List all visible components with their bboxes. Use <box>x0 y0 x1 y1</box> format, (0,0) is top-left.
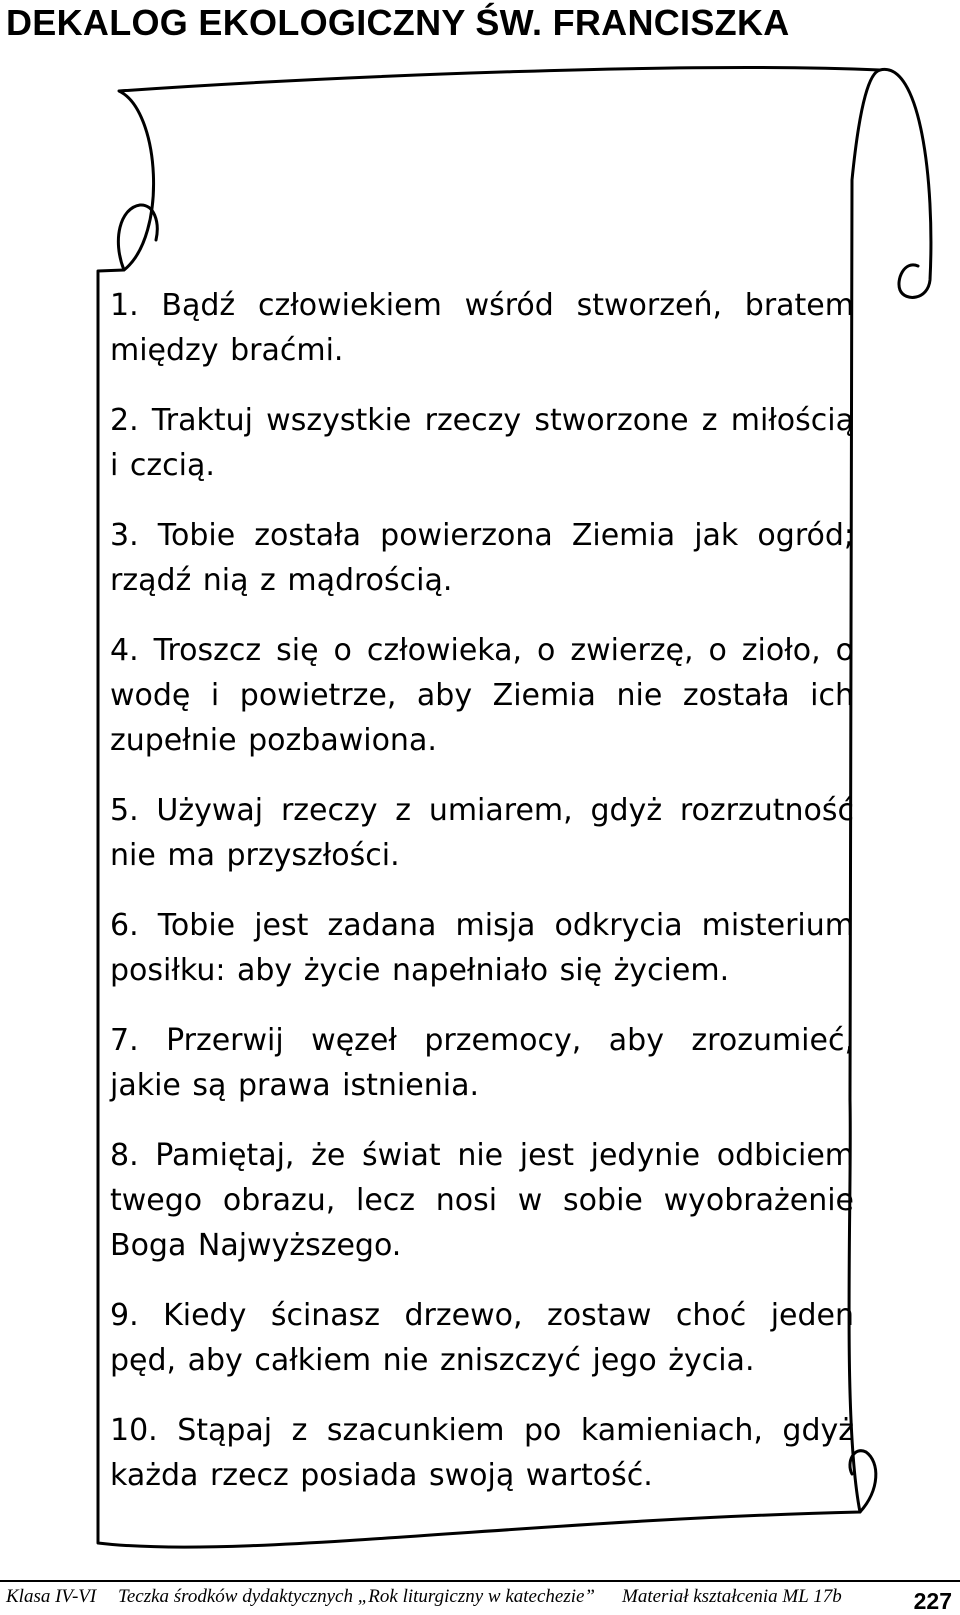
decalogue-item: 2. Traktuj wszystkie rzeczy stworzone z miłością i czcią. <box>110 403 854 483</box>
decalogue-item: 8. Pamiętaj, że świat nie jest jedynie odbiciem twego obrazu, lecz nosi w sobie wyobrażenie Boga Najwyższego. <box>110 1138 854 1263</box>
decalogue-item: 9. Kiedy ścinasz drzewo, zostaw choć jeden pęd, aby całkiem nie zniszczyć jego życia. <box>110 1298 854 1378</box>
decalogue-item: 5. Używaj rzeczy z umiarem, gdyż rozrzutność nie ma przyszłości. <box>110 793 854 873</box>
decalogue-item: 3. Tobie została powierzona Ziemia jak ogród; rządź nią z mądrością. <box>110 518 854 598</box>
page-number: 227 <box>913 1588 952 1614</box>
footer-publication: Teczka środków dydaktycznych „Rok liturgiczny w katechezie” <box>118 1586 596 1607</box>
decalogue-list <box>110 283 854 1523</box>
footer-rule <box>0 1580 960 1582</box>
decalogue-item: 4. Troszcz się o człowieka, o zwierzę, o zioło, o wodę i powietrze, aby Ziemia nie została ich zupełnie pozbawiona. <box>110 633 854 758</box>
footer-material: Materiał kształcenia ML 17b <box>622 1586 842 1607</box>
decalogue-item: 10. Stąpaj z szacunkiem po kamieniach, gdyż każda rzecz posiada swoją wartość. <box>110 1413 854 1493</box>
document-title: DEKALOG EKOLOGICZNY ŚW. FRANCISZKA <box>6 2 790 43</box>
decalogue-item: 6. Tobie jest zadana misja odkrycia misterium posiłku: aby życie napełniało się życiem. <box>110 908 854 988</box>
footer-class-label: Klasa IV-VI <box>6 1586 97 1607</box>
decalogue-item: 7. Przerwij węzeł przemocy, aby zrozumieć, jakie są prawa istnienia. <box>110 1023 854 1103</box>
decalogue-item: 1. Bądź człowiekiem wśród stworzeń, bratem między braćmi. <box>110 288 854 368</box>
